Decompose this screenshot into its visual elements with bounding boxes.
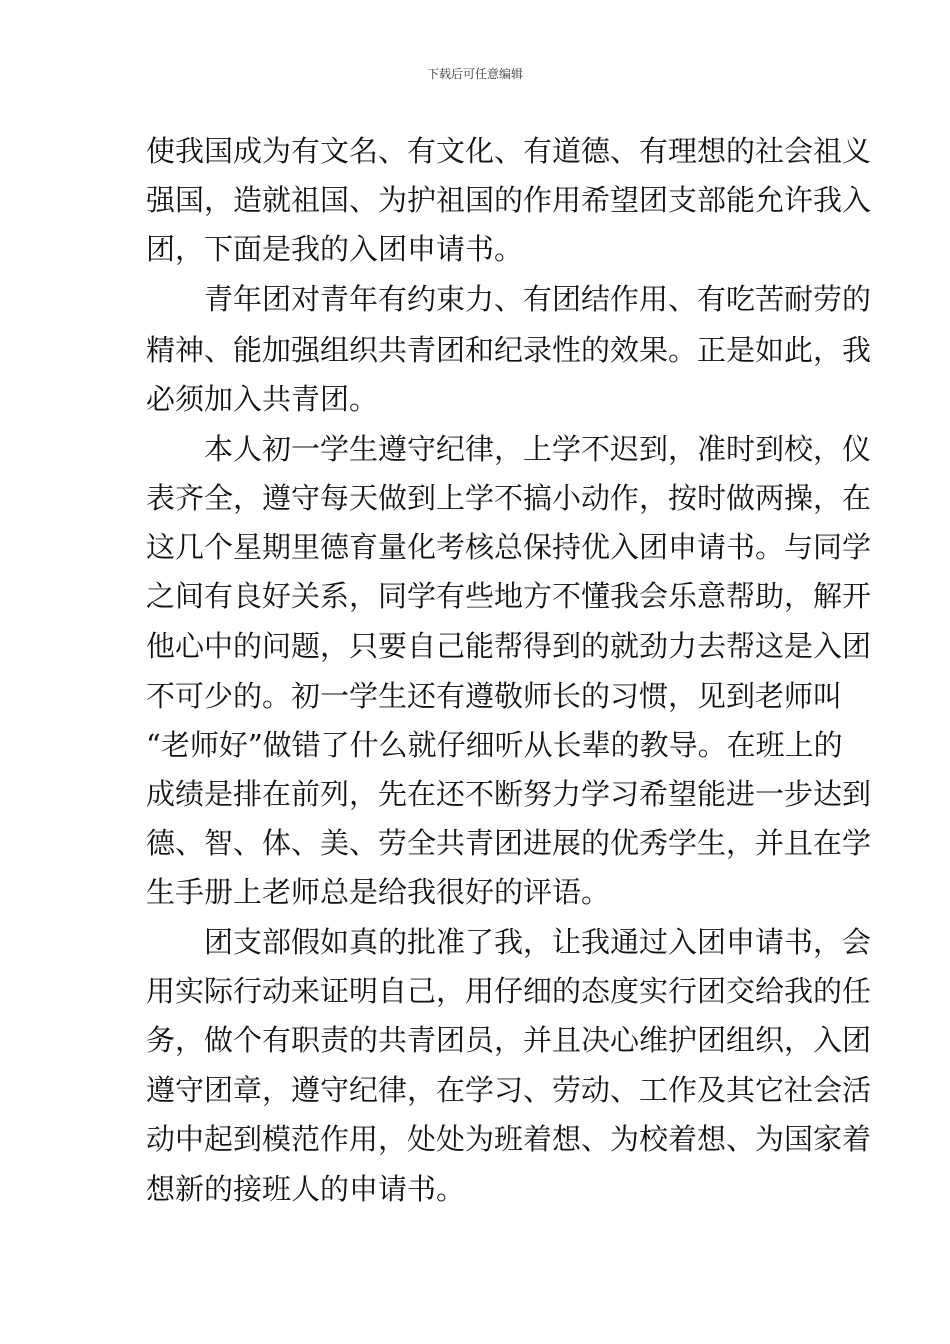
paragraph-4-line-2: 用实际行动来证明自己，用仔细的态度实行团交给我的任: [146, 974, 872, 1008]
paragraph-3-line-6: 不可少的。初一学生还有遵敬师长的习惯，见到老师叫: [146, 679, 843, 713]
paragraph-2-line-1: 青年团对青年有约束力、有团结作用、有吃苦耐劳的: [204, 282, 872, 316]
page-header: 下载后可任意编辑: [426, 67, 523, 81]
paragraph-3-line-4: 之间有良好关系，同学有些地方不懂我会乐意帮助，解开: [146, 579, 872, 613]
paragraph-4-line-6: 想新的接班人的申请书。: [146, 1172, 466, 1206]
paragraph-4-line-3: 务，做个有职责的共青团员，并且决心维护团组织，入团: [146, 1023, 872, 1057]
paragraph-1-line-1: 使我国成为有文名、有文化、有道德、有理想的社会祖义: [146, 134, 872, 168]
paragraph-3-line-8: 成绩是排在前列，先在还不断努力学习希望能进一步达到: [146, 777, 872, 811]
paragraph-3-line-2: 表齐全，遵守每天做到上学不搞小动作，按时做两操，在: [146, 481, 872, 515]
paragraph-3-line-10: 生手册上老师总是给我很好的评语。: [146, 875, 611, 909]
paragraph-4-line-1: 团支部假如真的批准了我，让我通过入团申请书，会: [204, 925, 872, 959]
paragraph-4-line-4: 遵守团章，遵守纪律，在学习、劳动、工作及其它社会活: [146, 1073, 872, 1107]
paragraph-1-line-3: 团，下面是我的入团申请书。: [146, 232, 524, 266]
paragraph-3-line-1: 本人初一学生遵守纪律，上学不迟到，准时到校，仪: [204, 432, 872, 466]
paragraph-3-line-9: 德、智、体、美、劳全共青团进展的优秀学生，并且在学: [146, 826, 872, 860]
paragraph-2-line-3: 必须加入共青团。: [146, 382, 379, 416]
paragraph-3-line-5: 他心中的问题，只要自己能帮得到的就劲力去帮这是入团: [146, 629, 872, 663]
paragraph-2-line-2: 精神、能加强组织共青团和纪录性的效果。正是如此，我: [146, 333, 872, 367]
paragraph-4-line-5: 动中起到模范作用，处处为班着想、为校着想、为国家着: [146, 1122, 872, 1156]
paragraph-3-line-3: 这几个星期里德育量化考核总保持优入团申请书。与同学: [146, 530, 872, 564]
paragraph-1-line-2: 强国，造就祖国、为护祖国的作用希望团支部能允许我入: [146, 183, 872, 217]
paragraph-3-line-7: “老师好”做错了什么就仔细听从长辈的教导。在班上的: [146, 728, 843, 762]
